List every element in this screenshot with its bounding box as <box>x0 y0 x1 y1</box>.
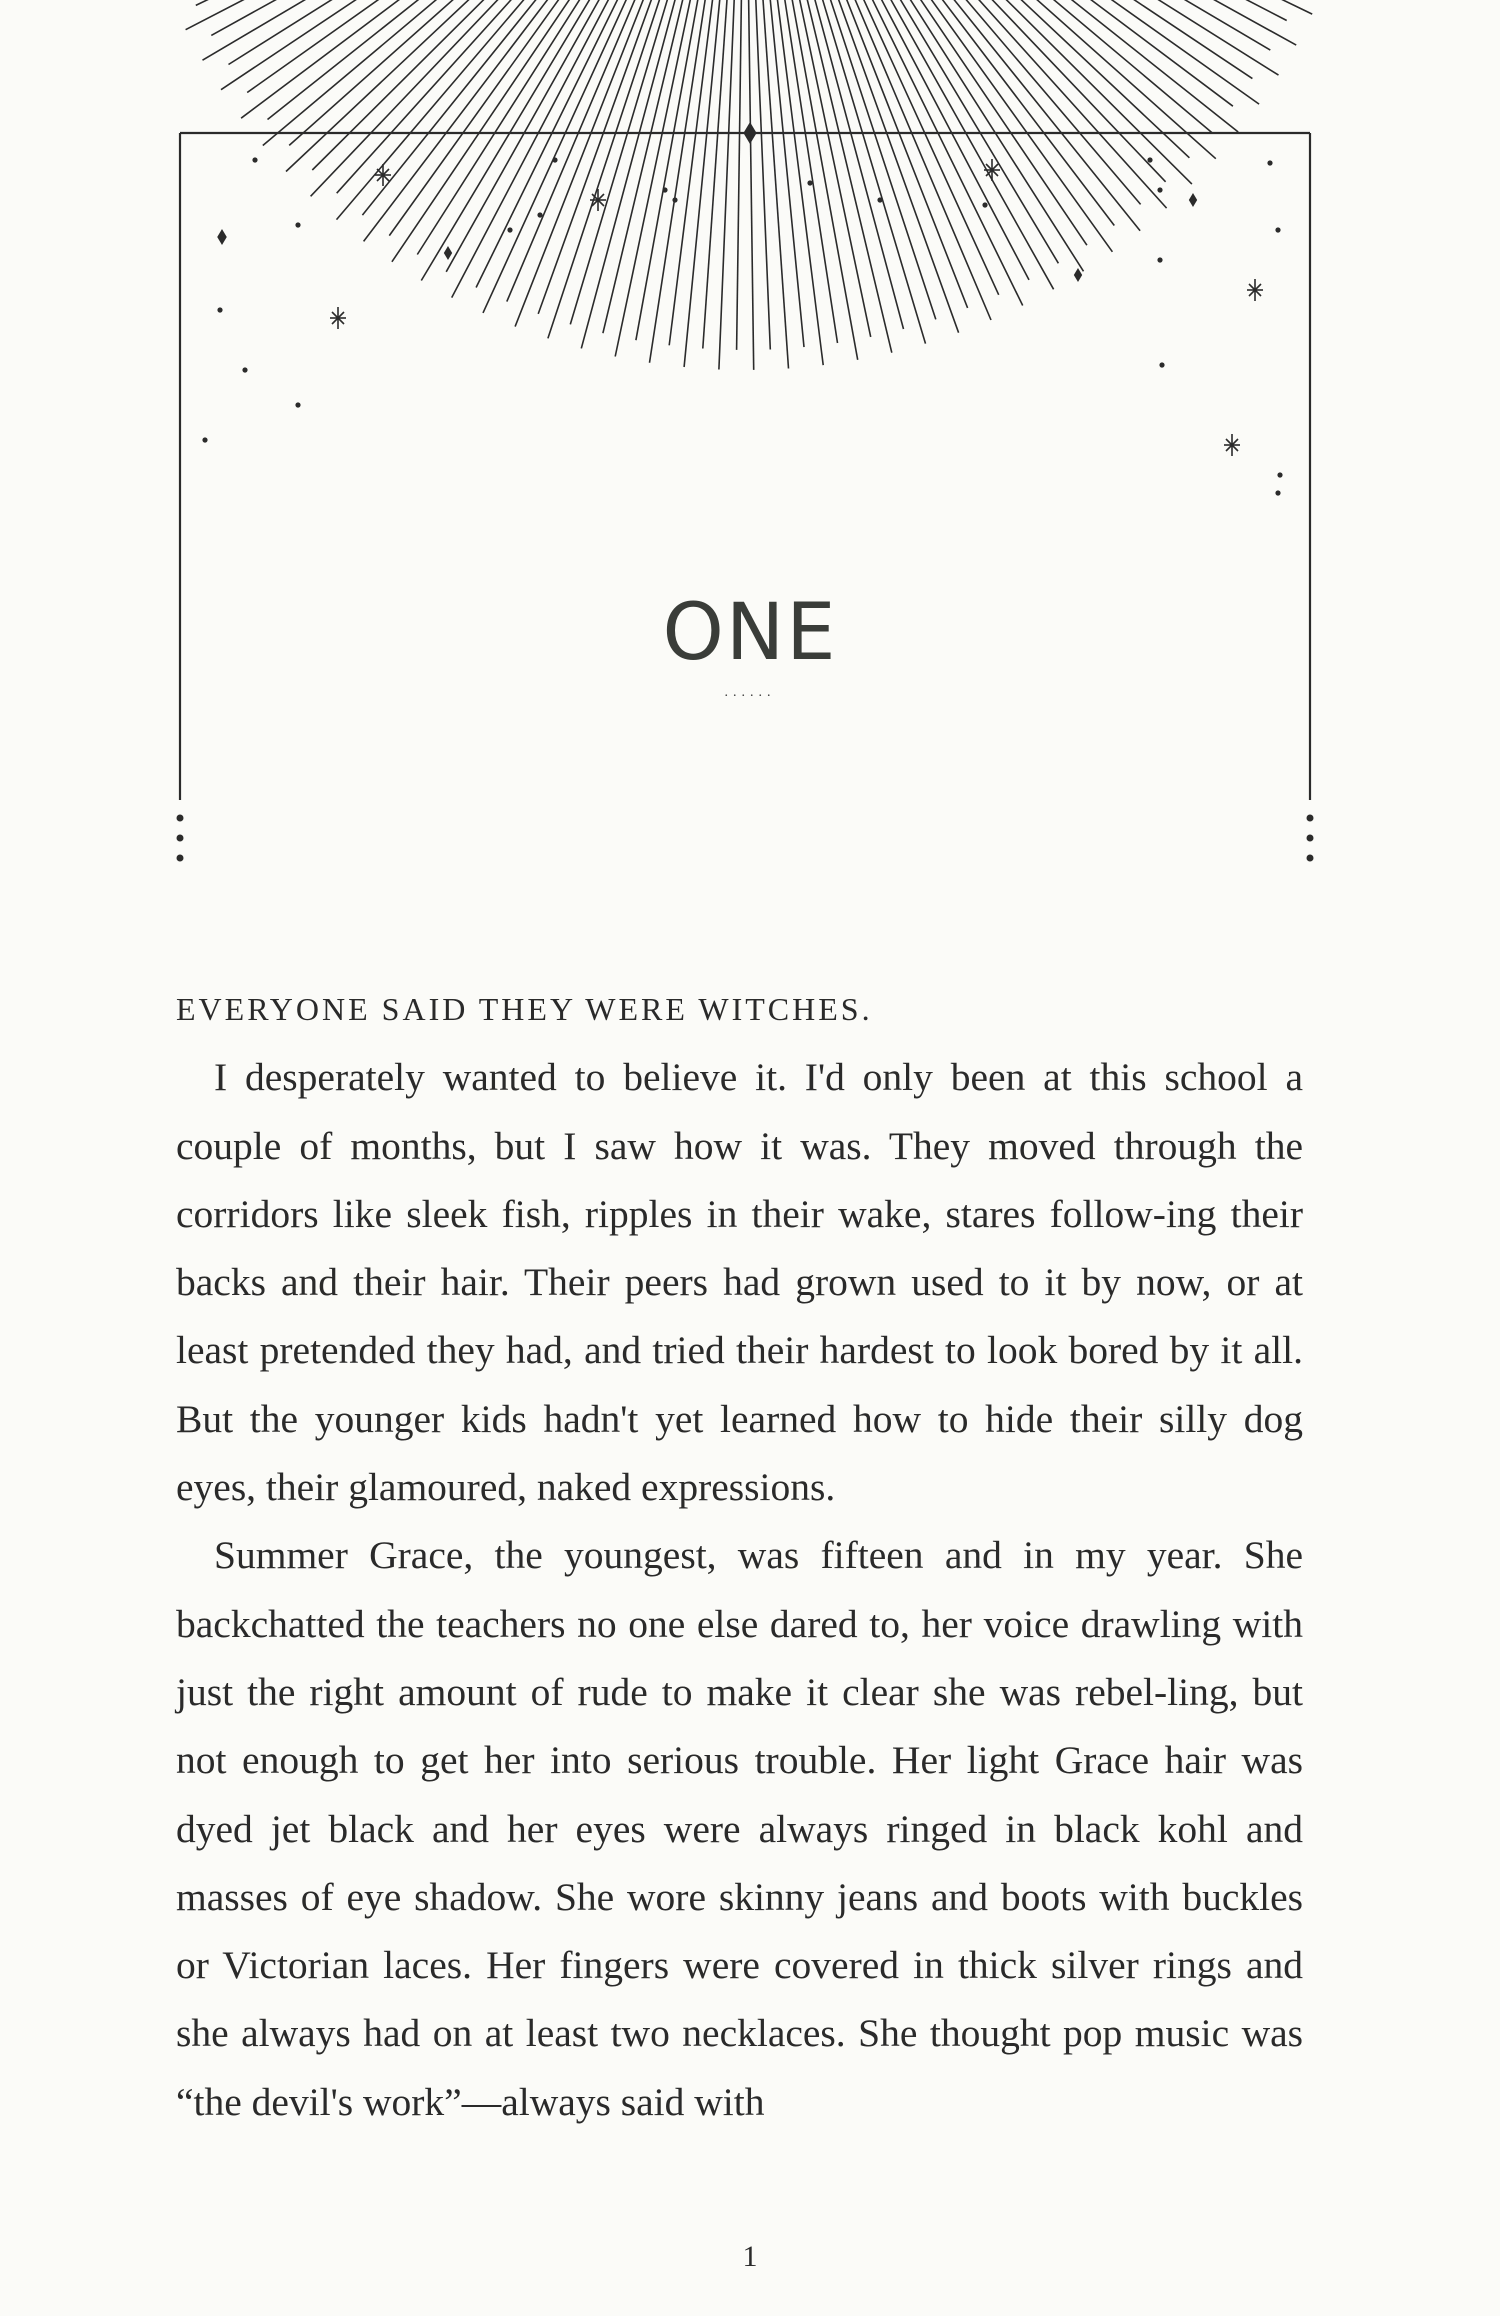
frame-dot <box>177 835 184 842</box>
star-dot <box>295 402 300 407</box>
star-dot <box>537 212 542 217</box>
sunburst-ray <box>868 0 1054 289</box>
star-dot <box>217 307 222 312</box>
sunburst-ray <box>755 0 770 350</box>
star-dot <box>982 202 987 207</box>
sunburst-ray <box>719 0 735 370</box>
chapter-title: ONE <box>662 588 838 678</box>
sunburst-ray <box>311 0 573 196</box>
sunburst-ray <box>507 0 648 302</box>
paragraph-1: I desperately wanted to believe it. I'd only been at this school a couple of months, but I saw how it was. They moved through the corridors like sleek fish, ripples in their wake, stares follow-ing their backs and their hair. Their peers had grown used to it by now, or at least pretended they had, and tried their hardest to look bored by it all. But the younger kids hadn't yet learned how to hide their silly dog eyes, their glamoured, naked expressions. <box>176 1055 1303 1510</box>
sunburst-rays <box>118 0 1374 370</box>
star-dot <box>202 437 207 442</box>
star-dot <box>1159 362 1164 367</box>
star-dot <box>807 180 812 185</box>
sunburst-ray <box>603 0 687 333</box>
paragraph-2: Summer Grace, the youngest, was fifteen and in my year. She backchatted the teachers no one else dared to, her voice drawling with just the right amount of rude to make it clear she was rebel-ling, but not enough to get her into serious trouble. Her light Grace hair was dyed jet black and her eyes were always ringed in black kohl and masses of eye shadow. She wore skinny jeans and boots with buckles or Victorian laces. Her fingers were covered in thick silver rings and she always had on at least two necklaces. She thought pop music was “the devil's work”—always said with <box>176 1533 1303 2124</box>
sunburst-ray <box>737 0 742 350</box>
sunburst-ray <box>196 0 520 5</box>
star-dot <box>1275 490 1280 495</box>
star-dot <box>1157 257 1162 262</box>
frame-end-dots <box>177 815 1314 862</box>
diamond-star <box>218 230 226 244</box>
opening-line: EVERYONE SAID THEY WERE WITCHES. <box>176 991 873 1027</box>
sunburst-ray <box>312 0 567 170</box>
star-dot <box>242 367 247 372</box>
star-dot <box>1147 157 1152 162</box>
star-dot <box>662 187 667 192</box>
sunburst-ray <box>960 0 1270 50</box>
star-dot <box>877 197 882 202</box>
chapter-title-dots: ...... <box>724 685 776 700</box>
sunburst-ray <box>581 0 680 348</box>
frame-dot <box>1307 855 1314 862</box>
sunburst-ray <box>263 0 554 146</box>
sunburst-ray <box>885 0 1087 245</box>
star-dot <box>1267 160 1272 165</box>
sunburst-ray <box>538 0 660 314</box>
sunburst-ray <box>570 0 673 324</box>
sunburst-ray <box>247 0 541 93</box>
sunburst-ray <box>446 0 622 272</box>
diamond-star <box>444 247 451 259</box>
frame-dot <box>177 815 184 822</box>
chapter-body <box>176 975 1303 2136</box>
sunburst-ray <box>241 0 545 118</box>
frame-dot <box>177 855 184 862</box>
sunburst-ray <box>392 0 605 262</box>
star-decorations <box>202 123 1282 496</box>
star-dot <box>252 157 257 162</box>
page-number: 1 <box>742 2240 758 2273</box>
star-dot <box>1277 472 1282 477</box>
frame-dot <box>1307 815 1314 822</box>
star-dot <box>295 222 300 227</box>
sunburst-ray <box>945 0 1233 106</box>
sunburst-frame-ornament <box>0 0 1500 900</box>
star-dot <box>1275 227 1280 232</box>
star-dot <box>672 197 677 202</box>
sunburst-ray <box>902 0 1140 231</box>
star-dot <box>507 227 512 232</box>
sunburst-ray <box>548 0 667 338</box>
diamond-star <box>1189 194 1196 206</box>
sunburst-ray <box>268 0 550 120</box>
sunburst-ray <box>941 0 1238 132</box>
frame-dot <box>1307 835 1314 842</box>
star-dot <box>552 157 557 162</box>
diamond-star <box>744 123 756 143</box>
diamond-star <box>1074 269 1081 281</box>
sunburst-ray <box>452 0 629 298</box>
sunburst-ray <box>776 0 823 365</box>
sunburst-ray <box>861 0 1029 280</box>
sunburst-ray <box>749 0 754 370</box>
star-dot <box>1157 187 1162 192</box>
